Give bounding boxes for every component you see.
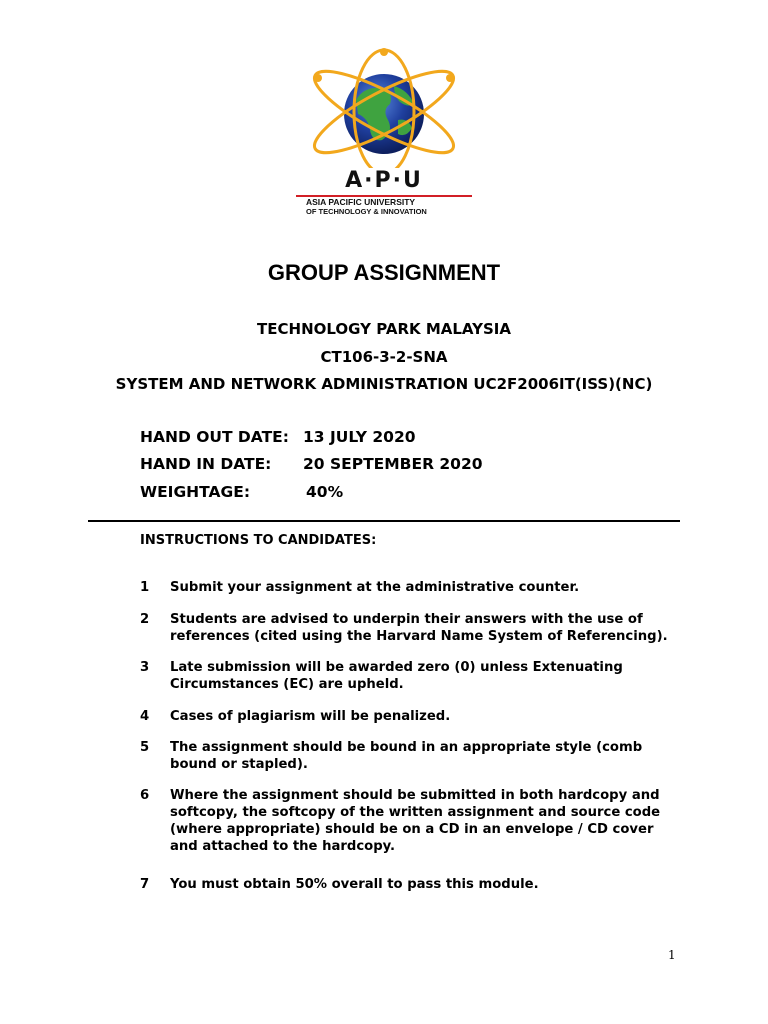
instruction-text: Where the assignment should be submitted in both hardcopy and softcopy, the softcopy of the written assignment and source code (where appropriate) should be on a CD in an envelope / CD cover and attached to the hardcopy. [170,788,661,854]
university-logo [290,48,478,220]
hand-out-date-row [140,428,416,446]
module-code: CT106-3-2-SNA [320,348,448,366]
institution-name: TECHNOLOGY PARK MALAYSIA [257,320,511,338]
logo-line2: OF TECHNOLOGY & INNOVATION [306,207,427,216]
instruction-text: Submit your assignment at the administrative counter. [170,580,580,595]
instruction-text: You must obtain 50% overall to pass this module. [170,877,539,892]
weightage-row [140,483,344,501]
module-name: SYSTEM AND NETWORK ADMINISTRATION UC2F2006IT(ISS)(NC) [115,375,653,393]
instruction-text: The assignment should be bound in an appropriate style (comb bound or stapled). [170,740,643,772]
weightage-value: 40% [306,483,344,501]
instruction-number: 3 [140,660,150,675]
hand-in-date-row [140,455,483,473]
instruction-number: 5 [140,740,150,755]
logo-wordmark: A·P·U [345,168,423,193]
hand-in-date-label: HAND IN DATE: [140,455,272,473]
hand-in-date-value: 20 SEPTEMBER 2020 [303,455,483,473]
instructions-heading: INSTRUCTIONS TO CANDIDATES: [140,533,377,548]
instruction-number: 2 [140,612,150,627]
instruction-number: 7 [140,877,150,892]
globe-atom-icon [290,48,478,168]
instruction-text: Students are advised to underpin their answers with the use of references (cited using the Harvard Name System of Referencing). [170,612,668,644]
logo-line1: ASIA PACIFIC UNIVERSITY [306,197,416,207]
hand-out-date-label: HAND OUT DATE: [140,428,289,446]
instruction-number: 4 [140,709,150,724]
hand-out-date-value: 13 JULY 2020 [303,428,416,446]
instruction-number: 6 [140,788,150,803]
instruction-text: Late submission will be awarded zero (0) unless Extenuating Circumstances (EC) are upheld. [170,660,623,692]
document-title: GROUP ASSIGNMENT [267,260,501,285]
section-divider [88,520,680,522]
instruction-text: Cases of plagiarism will be penalized. [170,709,451,724]
instruction-number: 1 [140,580,150,595]
weightage-label: WEIGHTAGE: [140,483,251,501]
page-number: 1 [668,948,676,962]
